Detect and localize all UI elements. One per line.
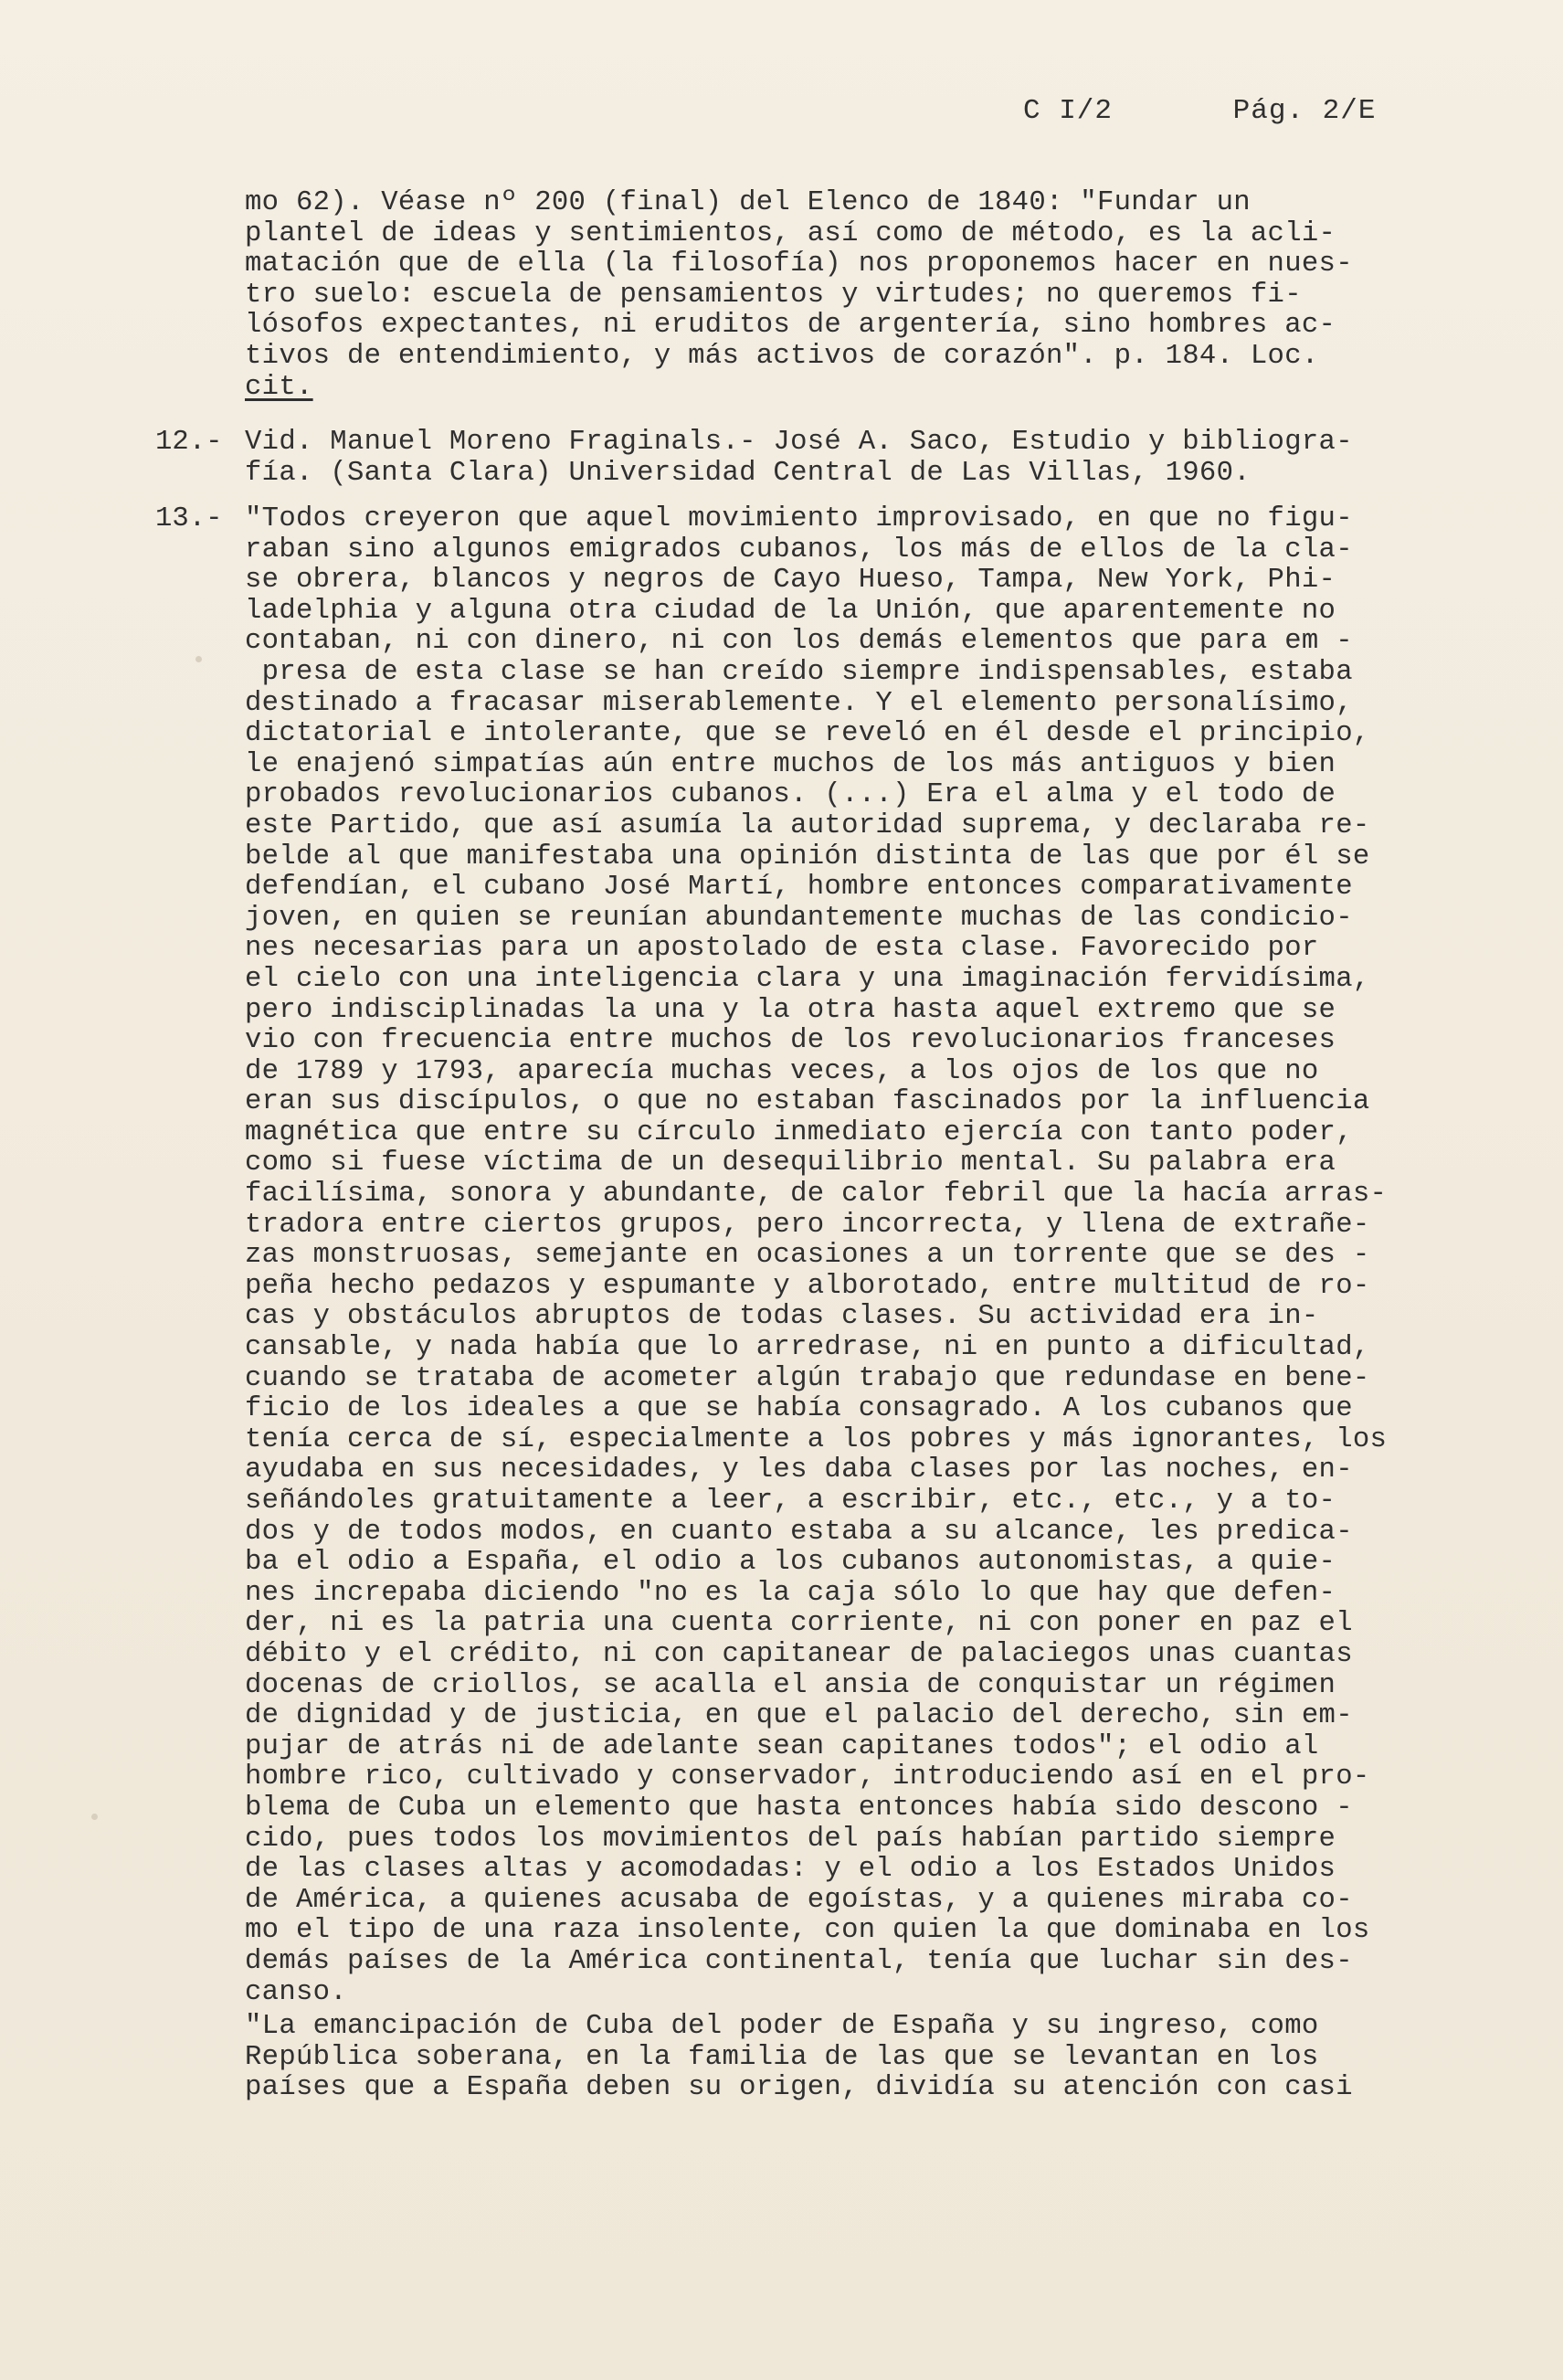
text-line: débito y el crédito, ni con capitanear de palaciegos unas cuantas bbox=[245, 1638, 1353, 1670]
text-line: destinado a fracasar miserablemente. Y el elemento personalísimo, bbox=[245, 687, 1353, 719]
text-line: como si fuese víctima de un desequilibrio mental. Su palabra era bbox=[245, 1148, 1336, 1179]
paper-speck bbox=[91, 1814, 98, 1820]
text-line: Vid. Manuel Moreno Fraginals.- José A. Saco, Estudio y bibliogra- bbox=[245, 427, 1353, 458]
text-line: docenas de criollos, se acalla el ansia de conquistar un régimen bbox=[245, 1669, 1336, 1701]
text-line: raban sino algunos emigrados cubanos, los más de ellos de la cla- bbox=[245, 534, 1353, 566]
note-13 bbox=[245, 504, 1496, 2008]
text-line: cit. bbox=[245, 371, 313, 403]
text-line: mo 62). Véase nº 200 (final) del Elenco de 1840: "Fundar un bbox=[245, 187, 1251, 218]
text-line: probados revolucionarios cubanos. (...) Era el alma y el todo de bbox=[245, 779, 1336, 811]
text-line: demás países de la América continental, tenía que luchar sin des- bbox=[245, 1945, 1353, 1977]
text-line: República soberana, en la familia de las que se levantan en los bbox=[245, 2041, 1319, 2073]
text-line: tenía cerca de sí, especialmente a los pobres y más ignorantes, los bbox=[245, 1423, 1388, 1455]
text-line: blema de Cuba un elemento que hasta entonces había sido descono - bbox=[245, 1792, 1353, 1824]
text-line: países que a España deben su origen, dividía su atención con casi bbox=[245, 2072, 1353, 2104]
text-line: ba el odio a España, el odio a los cubanos autonomistas, a quie- bbox=[245, 1547, 1336, 1579]
note-12 bbox=[245, 428, 1496, 489]
text-line: vio con frecuencia entre muchos de los revolucionarios franceses bbox=[245, 1025, 1336, 1057]
text-line: tradora entre ciertos grupos, pero incorrecta, y llena de extrañe- bbox=[245, 1209, 1370, 1241]
text-line: canso. bbox=[245, 1976, 347, 2008]
text-line: el cielo con una inteligencia clara y una imaginación fervidísima, bbox=[245, 963, 1370, 995]
text-line: plantel de ideas y sentimientos, así como de método, es la acli- bbox=[245, 217, 1336, 249]
page-number: Pág. 2/E bbox=[1232, 95, 1377, 127]
text-line: peña hecho pedazos y espumante y alborotado, entre multitud de ro- bbox=[245, 1270, 1370, 1302]
text-line: pero indisciplinadas la una y la otra hasta aquel extremo que se bbox=[245, 994, 1336, 1026]
text-line: matación que de ella (la filosofía) nos proponemos hacer en nues- bbox=[245, 249, 1353, 280]
text-line: dos y de todos modos, en cuanto estaba a su alcance, les predica- bbox=[245, 1516, 1353, 1548]
text-line: facilísima, sonora y abundante, de calor febril que la hacía arras- bbox=[245, 1179, 1388, 1211]
text-line: joven, en quien se reunían abundantemente muchas de las condicio- bbox=[245, 902, 1353, 934]
text-line: ayudaba en sus necesidades, y les daba clases por las noches, en- bbox=[245, 1454, 1353, 1486]
text-line: cuando se trataba de acometer algún trabajo que redundase en bene- bbox=[245, 1362, 1370, 1394]
text-line: cansable, y nada había que lo arredrase, ni en punto a dificultad, bbox=[245, 1332, 1370, 1364]
text-line: le enajenó simpatías aún entre muchos de los más antiguos y bien bbox=[245, 748, 1336, 780]
text-line: "La emancipación de Cuba del poder de España y su ingreso, como bbox=[245, 2011, 1319, 2042]
text-line: eran sus discípulos, o que no estaban fascinados por la influencia bbox=[245, 1086, 1370, 1118]
text-line: de América, a quienes acusaba de egoístas, y a quienes miraba co- bbox=[245, 1884, 1353, 1916]
text-line: presa de esta clase se han creído siempre indispensables, estaba bbox=[245, 656, 1353, 688]
text-line: defendían, el cubano José Martí, hombre entonces comparativamente bbox=[245, 872, 1353, 904]
paper-speck bbox=[195, 656, 202, 662]
text-line: nes increpaba diciendo "no es la caja sólo lo que hay que defen- bbox=[245, 1577, 1336, 1609]
note-11-continuation bbox=[245, 188, 1496, 403]
text-line: zas monstruosas, semejante en ocasiones a un torrente que se des - bbox=[245, 1240, 1370, 1272]
text-line: mo el tipo de una raza insolente, con quien la que dominaba en los bbox=[245, 1915, 1370, 1947]
text-line: se obrera, blancos y negros de Cayo Hueso, Tampa, New York, Phi- bbox=[245, 565, 1336, 597]
text-line: tivos de entendimiento, y más activos de corazón". p. 184. Loc. bbox=[245, 340, 1319, 372]
text-line: de 1789 y 1793, aparecía muchas veces, a los ojos de los que no bbox=[245, 1055, 1319, 1087]
text-line: "Todos creyeron que aquel movimiento improvisado, en que no figu- bbox=[245, 503, 1353, 534]
text-line: hombre rico, cultivado y conservador, introduciendo así en el pro- bbox=[245, 1761, 1370, 1793]
page-header bbox=[1023, 95, 1376, 127]
note-number-12: 12.- bbox=[155, 427, 223, 458]
text-line: fía. (Santa Clara) Universidad Central de Las Villas, 1960. bbox=[245, 457, 1251, 489]
text-line: cas y obstáculos abruptos de todas clases. Su actividad era in- bbox=[245, 1301, 1319, 1333]
document-code: C I/2 bbox=[1023, 95, 1114, 127]
text-line: belde al que manifestaba una opinión distinta de las que por él se bbox=[245, 841, 1370, 873]
text-line: señándoles gratuitamente a leer, a escribir, etc., etc., y a to- bbox=[245, 1486, 1336, 1517]
text-line: este Partido, que así asumía la autoridad suprema, y declaraba re- bbox=[245, 809, 1370, 841]
text-line: ficio de los ideales a que se había consagrado. A los cubanos que bbox=[245, 1393, 1353, 1425]
text-line: contaban, ni con dinero, ni con los demás elementos que para em - bbox=[245, 626, 1353, 658]
text-line: dictatorial e intolerante, que se reveló en él desde el principio, bbox=[245, 718, 1370, 750]
note-number-13: 13.- bbox=[155, 503, 223, 534]
text-line: nes necesarias para un apostolado de esta clase. Favorecido por bbox=[245, 933, 1319, 965]
text-line: tro suelo: escuela de pensamientos y virtudes; no queremos fi- bbox=[245, 279, 1302, 311]
note-13-second-paragraph bbox=[245, 2012, 1496, 2104]
text-line: der, ni es la patria una cuenta corriente, ni con poner en paz el bbox=[245, 1608, 1353, 1640]
text-line: magnética que entre su círculo inmediato ejercía con tanto poder, bbox=[245, 1116, 1353, 1148]
text-line: de dignidad y de justicia, en que el palacio del derecho, sin em- bbox=[245, 1700, 1353, 1732]
text-line: cido, pues todos los movimientos del país habían partido siempre bbox=[245, 1823, 1336, 1855]
text-line: lósofos expectantes, ni eruditos de argentería, sino hombres ac- bbox=[245, 310, 1336, 342]
text-line: de las clases altas y acomodadas: y el odio a los Estados Unidos bbox=[245, 1854, 1336, 1886]
text-line: ladelphia y alguna otra ciudad de la Unión, que aparentemente no bbox=[245, 595, 1336, 627]
text-line: pujar de atrás ni de adelante sean capitanes todos"; el odio al bbox=[245, 1730, 1319, 1762]
